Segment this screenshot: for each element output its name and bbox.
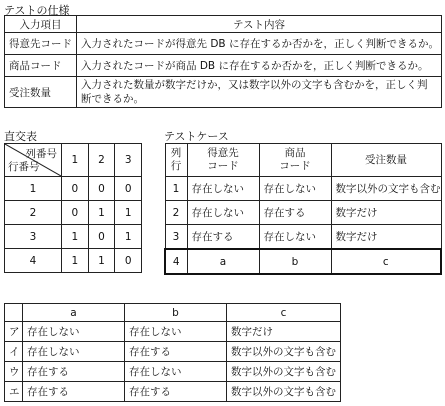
test-case-cell: 存在しない: [187, 201, 259, 225]
test-case-cell: c: [331, 249, 441, 274]
answer-header-blank: [5, 304, 23, 322]
test-cases-table: [164, 143, 442, 275]
orthogonal-row: [5, 225, 142, 249]
answer-cell: 数字以外の文字も含む: [227, 382, 341, 402]
answer-cell: 存在しない: [23, 342, 125, 362]
test-cases-title: テストケース: [164, 130, 229, 143]
test-cases-header-row: [165, 144, 441, 177]
answer-row: [5, 362, 341, 382]
orthogonal-row-number: 3: [5, 225, 62, 249]
test-case-row: [165, 177, 441, 201]
answer-cell: 存在する: [125, 382, 227, 402]
test-case-number: 3: [165, 225, 187, 250]
orthogonal-row: [5, 201, 142, 225]
answer-cell: 存在する: [125, 342, 227, 362]
test-case-cell: b: [259, 249, 331, 274]
answer-option-label: ア: [5, 322, 23, 342]
orthogonal-column-header: 3: [115, 144, 142, 177]
test-case-number: 2: [165, 201, 187, 225]
test-case-cell: 存在しない: [187, 177, 259, 201]
answer-cell: 存在する: [23, 362, 125, 382]
orthogonal-header-row: [5, 144, 142, 177]
spec-row: [5, 77, 442, 108]
spec-row: [5, 55, 442, 77]
answer-option-label: エ: [5, 382, 23, 402]
orthogonal-cell: 0: [62, 177, 89, 201]
test-cases-header-product: 商品 コード: [259, 144, 331, 177]
orthogonal-row: [5, 177, 142, 201]
spec-row: [5, 33, 442, 55]
spec-header-item: 入力項目: [5, 16, 77, 33]
test-cases-header-corner: 列 行: [165, 144, 187, 177]
corner-row-label: 行番号: [8, 161, 40, 173]
test-case-row: [165, 225, 441, 250]
answer-header-b: b: [125, 304, 227, 322]
orthogonal-column-header: 2: [88, 144, 115, 177]
spec-item: 得意先コード: [5, 33, 77, 55]
orthogonal-corner: [5, 144, 62, 177]
spec-item: 受注数量: [5, 77, 77, 108]
test-case-row: [165, 201, 441, 225]
orthogonal-cell: 1: [62, 249, 89, 273]
answer-cell: 存在しない: [125, 322, 227, 342]
answer-row: [5, 342, 341, 362]
orthogonal-row-number: 2: [5, 201, 62, 225]
test-cases-header-customer: 得意先 コード: [187, 144, 259, 177]
answer-header-a: a: [23, 304, 125, 322]
orthogonal-column-header: 1: [62, 144, 89, 177]
test-case-cell: a: [187, 249, 259, 274]
orthogonal-cell: 1: [115, 201, 142, 225]
answer-cell: 存在しない: [23, 322, 125, 342]
answer-option-label: イ: [5, 342, 23, 362]
orthogonal-cell: 0: [88, 225, 115, 249]
answer-header-c: c: [227, 304, 341, 322]
test-cases-header-quantity: 受注数量: [331, 144, 441, 177]
test-case-cell: 数字だけ: [331, 201, 441, 225]
answer-option-label: ウ: [5, 362, 23, 382]
test-case-cell: 存在しない: [259, 225, 331, 250]
spec-content: 入力されたコードが商品 DB に存在するか否かを，正しく判断できるか。: [77, 55, 442, 77]
answer-choices-table: [4, 303, 341, 402]
answer-cell: 存在する: [23, 382, 125, 402]
test-case-cell: 存在する: [259, 201, 331, 225]
answer-cell: 数字以外の文字も含む: [227, 362, 341, 382]
spec-content: 入力された数量が数字だけか，又は数字以外の文字も含むかを，正しく判断できるか。: [77, 77, 442, 108]
answer-row: [5, 382, 341, 402]
orthogonal-title: 直交表: [4, 130, 37, 143]
orthogonal-cell: 0: [62, 201, 89, 225]
orthogonal-cell: 0: [115, 177, 142, 201]
answer-cell: 数字以外の文字も含む: [227, 342, 341, 362]
test-case-cell: 存在しない: [259, 177, 331, 201]
orthogonal-cell: 1: [115, 225, 142, 249]
orthogonal-row-number: 4: [5, 249, 62, 273]
answer-header-row: [5, 304, 341, 322]
orthogonal-cell: 1: [62, 225, 89, 249]
test-case-row-highlighted: [165, 249, 441, 274]
orthogonal-cell: 1: [88, 249, 115, 273]
corner-column-label: 列番号: [25, 148, 57, 160]
spec-title: テストの仕様: [4, 4, 70, 17]
spec-header-row: [5, 16, 442, 33]
spec-header-content: テスト内容: [77, 16, 442, 33]
orthogonal-cell: 0: [88, 177, 115, 201]
orthogonal-cell: 0: [115, 249, 142, 273]
test-case-cell: 存在する: [187, 225, 259, 250]
orthogonal-row-number: 1: [5, 177, 62, 201]
test-case-cell: 数字以外の文字も含む: [331, 177, 441, 201]
test-case-number: 1: [165, 177, 187, 201]
orthogonal-table: [4, 143, 142, 273]
spec-item: 商品コード: [5, 55, 77, 77]
test-case-cell: 数字だけ: [331, 225, 441, 250]
orthogonal-cell: 1: [88, 201, 115, 225]
orthogonal-row: [5, 249, 142, 273]
answer-row: [5, 322, 341, 342]
spec-table: [4, 15, 442, 108]
test-case-number: 4: [165, 249, 187, 274]
spec-content: 入力されたコードが得意先 DB に存在するか否かを，正しく判断できるか。: [77, 33, 442, 55]
answer-cell: 数字だけ: [227, 322, 341, 342]
answer-cell: 存在しない: [125, 362, 227, 382]
